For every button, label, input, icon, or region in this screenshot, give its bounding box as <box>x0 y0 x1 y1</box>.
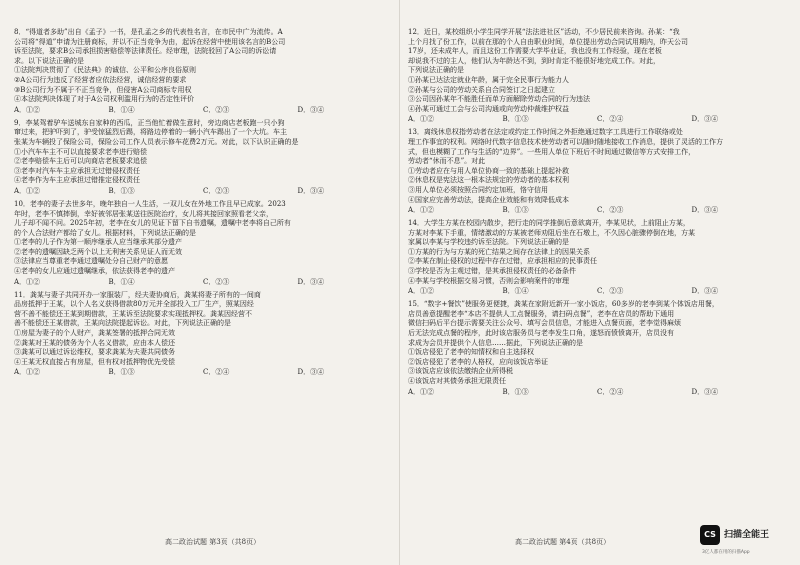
question-stem-line: 诉至法院，要求B公司承担损害赔偿等法律责任。经审理，法院驳回了A公司的诉讼请 <box>14 47 277 56</box>
question-stem-line: 理工作事宜的权利。网络时代数字信息技术使劳动者可以随时随地接收工作消息，提供了灵活的工作方 <box>408 137 723 146</box>
question-stem-line: 求。以下说法正确的是 <box>14 56 84 65</box>
question-stem-line: 店员善意提醒老李“本店不提供人工点餐服务，请扫码点餐”，老李在店员的帮助下通用 <box>408 309 675 318</box>
answer-choice: C．②③ <box>203 277 230 286</box>
question-option: ②孙某与公司的劳动关系自合同签订之日起建立 <box>408 85 555 94</box>
question-option: ③该饭店应该依法缴纳企业所得税 <box>408 367 513 376</box>
question-option: ①房屋为妻子的个人财产，龚某签署的抵押合同无效 <box>14 329 175 338</box>
question-option: ③学校是否为主观过错，是其承担侵权责任的必备条件 <box>408 267 576 276</box>
answer-choice: D．③④ <box>297 368 325 377</box>
question-stem-line: 善不能偿还王某借款，王某向法院提起诉讼。对此，下列说法正确的是 <box>14 319 231 328</box>
question-option: ①方某的行为与方某的死亡结果之间存在法律上的因果关系 <box>408 247 590 256</box>
question-stem-line: 却说我不过的主人，他们认为年龄达不到，到时肯定不能很好地完成工作。对此， <box>408 56 660 65</box>
question-stem-line: 微信扫码后平台提示需要关注公众号、填写会员信息，才能进入点餐页面，老李觉得麻烦 <box>408 319 681 328</box>
question-block <box>14 200 392 287</box>
question-option: ③公司因孙某年不能胜任而单方面解除劳动合同的行为违法 <box>408 95 590 104</box>
question-option: ②老李的遗嘱因缺乏两个以上无利害关系见证人而无效 <box>14 247 182 256</box>
question-option: ③法律应当尊重老李通过遗嘱处分自己财产的意愿 <box>14 257 168 266</box>
question-stem-line: 营不善不能偿还王某到期借款，王某诉至法院要求实现抵押权。龚某因经营不 <box>14 309 252 318</box>
question-stem-line: 劳动者“休而不息”。对此 <box>408 157 486 166</box>
question-stem-line: 公司将“得道”申请为注册商标，并以不正当竞争为由，起诉在经营中使用该名言的B公司 <box>14 37 286 46</box>
question-stem-line: 8．“得道者多助”出自《孟子》一书，是孔孟之乡的代表性名言，在市民中广为流传。A <box>14 28 283 36</box>
answer-choices <box>14 277 392 287</box>
answer-choice: B．①③ <box>502 115 529 124</box>
answer-choice: A．①② <box>14 186 41 195</box>
scanner-app-tagline: 3亿人都在用的扫描App <box>702 550 750 555</box>
question-option: ②饭店侵犯了老李的人格权，应向该饭店举证 <box>408 357 548 366</box>
answer-choices <box>14 186 392 196</box>
question-option: ①老李的儿子作为第一顺序继承人应当继承其部分遗产 <box>14 238 182 247</box>
question-stem-line: 窜过来，把驴吓到了，驴受惊猛烈后踢，将路边停着的一辆小汽车踢出了一个大坑。车主 <box>14 128 287 137</box>
question-block <box>408 28 786 124</box>
question-option: ④老李作为车主应承担过错推定侵权责任 <box>14 176 140 185</box>
question-stem-line: 13．离线休息权指劳动者在法定或约定工作时间之外拒绝通过数字工具进行工作联络或处 <box>408 128 683 137</box>
question-stem-line: 家属以李某与学校违约诉至法院。下列说法正确的是 <box>408 238 569 247</box>
answer-choice: C．②③ <box>203 186 230 195</box>
answer-choice: B．①④ <box>502 287 529 296</box>
cs-logo-icon: CS <box>700 525 720 545</box>
question-stem-line: 9．李某驾着驴车送城东自家种的西瓜，正当他忙着做生意时，旁边商店老板跑一只小狗 <box>14 118 285 127</box>
answer-choice: A．①② <box>408 115 435 124</box>
answer-choice: B．①④ <box>108 105 135 114</box>
exam-page-3 <box>14 28 392 533</box>
answer-choice: A．①② <box>14 277 41 286</box>
answer-choice: C．②③ <box>597 287 624 296</box>
answer-choice: B．①③ <box>502 206 529 215</box>
answer-choice: D．③④ <box>691 115 719 124</box>
scanner-watermark <box>700 523 800 563</box>
question-stem-line: 儿子却不闻不问。2025年初，老李在女儿的见证下留下自书遗嘱，遗嘱中老李将自己所有 <box>14 219 291 228</box>
answer-choices <box>14 367 392 377</box>
answer-choices <box>14 105 392 115</box>
answer-choice: C．②③ <box>597 206 624 215</box>
question-option: ③用人单位必须按照合同约定加班，恪守信用 <box>408 185 548 194</box>
question-option: ③老李对汽车车主应承担无过错侵权责任 <box>14 166 140 175</box>
answer-choice: D．③④ <box>691 206 719 215</box>
question-stem-line: 后无法完成点餐的程序，此时该店服务员与老李发生口角，遂怒而愤愤离开，店员没有 <box>408 329 674 338</box>
question-option: ①饭店侵犯了老李的知情权和自主选择权 <box>408 348 534 357</box>
question-block <box>408 300 786 396</box>
question-option: ②龚某对王某的债务为个人名义借款，应由本人偿还 <box>14 338 175 347</box>
question-option: ④国家应完善劳动法，提高企业效能和有效降低成本 <box>408 195 569 204</box>
exam-page-4 <box>408 28 786 533</box>
answer-choices <box>408 114 786 124</box>
page-footer-right: 高二政治试题 第4页（共8页） <box>515 538 611 546</box>
question-option: ④该饭店对其债务承担无限责任 <box>408 377 506 385</box>
question-block <box>408 128 786 215</box>
question-option: ①小汽车车主不可以直接要求老李进行赔偿 <box>14 147 147 156</box>
question-stem-line: 14．大学生方某在校园内散步，把行走的同学推倒后意欲离开，李某见状，上前阻止方某， <box>408 219 690 228</box>
answer-choice: C．②④ <box>203 368 230 377</box>
question-option: ②老李赔偿车主后可以向商店老板要求追偿 <box>14 157 147 166</box>
question-option: ②李某在制止侵权的过程中存在过错，应承担相应的民事责任 <box>408 257 597 266</box>
question-option: ①劳动者应在与用人单位协商一致的基础上提起补救 <box>408 166 569 175</box>
answer-choice: A．①② <box>14 368 41 377</box>
answer-choice: B．①③ <box>108 186 135 195</box>
answer-choice: A．①② <box>408 287 435 296</box>
question-block <box>408 219 786 296</box>
answer-choice: D．③④ <box>691 387 719 396</box>
page-footer-left: 高二政治试题 第3页（共8页） <box>165 538 261 546</box>
answer-choice: B．①④ <box>108 277 135 286</box>
question-option: ④老李的女儿应通过遗嘱继承，依法获得老李的遗产 <box>14 267 175 276</box>
question-stem-line: 17岁，还未成年人，而且这份工作需要大学毕业证，我也没有工作经验，现在老板 <box>408 47 662 56</box>
question-stem-line: 15．“数字+餐饮”使服务更便捷，龚某在家附近新开一家小饭店，60多岁的老李到某个体饭店用餐， <box>408 300 719 309</box>
answer-choices <box>408 286 786 296</box>
answer-choice: D．③④ <box>297 277 325 286</box>
answer-choice: C．②④ <box>597 387 624 396</box>
page-divider <box>399 0 400 565</box>
question-option: ①孙某已达法定就业年龄，属于完全民事行为能力人 <box>408 75 569 84</box>
question-option: ②休息权是宪法这一根本法规定的劳动者的基本权利 <box>408 176 569 185</box>
question-option: ①法院判决贯彻了《民法典》的诚信、公平和公序良俗原则 <box>14 66 196 75</box>
question-stem-line: 11．龚某与妻子共同开办一家服装厂，经夫妻协商后，龚某将妻子所有的一间商 <box>14 290 261 299</box>
question-stem-line: 式，但也模糊了工作与生活的“边界”。一些用人单位下班后不时间通过微信等方式安排工作， <box>408 147 696 156</box>
question-stem-line: 年时，老李不慎摔倒，幸好被邻居张某送往医院治疗，女儿将其接回家照看老父亲， <box>14 209 273 218</box>
question-option: ④李某与学校根据交易习惯，否则会影响案件的审理 <box>408 276 569 285</box>
question-option: ③B公司行为不属于不正当竞争，但侵害A公司商标专用权 <box>14 85 192 94</box>
answer-choice: A．①② <box>408 206 435 215</box>
answer-choice: A．①② <box>14 105 41 114</box>
question-stem-line: 张某为车辆投了保险公司，保险公司工作人员表示修车花费2万元。对此，以下认识正确的是 <box>14 137 299 146</box>
question-stem-line: 求成为会员并提供个人信息……据此，下列说法正确的是 <box>408 338 583 347</box>
answer-choice: A．①② <box>408 387 435 396</box>
question-stem-line: 的个人合法财产都给了女儿。根据材料，下列说法正确的是 <box>14 228 196 237</box>
question-option: ④王某无权直接占有房屋，但有权对抵押物优先受偿 <box>14 357 175 366</box>
question-stem-line: 上个月找了份工作，以前在那的个人自由职业时间，单位提出劳动合同试用期内，昨天公司 <box>408 37 688 46</box>
question-block <box>14 291 392 378</box>
answer-choices <box>408 387 786 397</box>
answer-choice: D．③④ <box>297 186 325 195</box>
question-stem-line: 10．老李的妻子去世多年，晚年独自一人生活，一双儿女在外地工作且早已成家。2023 <box>14 199 286 208</box>
question-stem-line: 品房抵押于王某，以个人名义获得借款80万元并全部投入工厂生产，照某因经 <box>14 300 254 309</box>
question-option: ③龚某可以通过诉讼维权，要求龚某为夫妻共同债务 <box>14 348 175 357</box>
question-stem-line: 下列说法正确的是 <box>408 66 464 75</box>
question-option: ④孙某可通过工会与公司沟通或向劳动仲裁维护权益 <box>408 104 569 113</box>
question-option: ②A公司行为违反了经营者应依法经营，诚信经营的要求 <box>14 75 187 84</box>
answer-choices <box>408 205 786 215</box>
answer-choice: C．②③ <box>203 105 230 114</box>
question-stem-line: 方某对李某下手重，情绪激动的方某被老师劝阻后坐在石墩上，不久因心脏骤停倒在地，方某 <box>408 228 695 237</box>
question-option: ④本法院判决体现了对于A公司权利滥用行为的否定性评价 <box>14 95 195 104</box>
question-stem-line: 12．近日，某校组织小学生同学开展“法法进社区”活动，不少居民前来咨询。孙某：“我 <box>408 28 680 36</box>
scanner-app-name: 扫描全能王 <box>724 530 770 540</box>
answer-choice: B．①③ <box>502 387 529 396</box>
answer-choice: C．②④ <box>597 115 624 124</box>
answer-choice: D．③④ <box>691 287 719 296</box>
question-block <box>14 28 392 115</box>
answer-choice: D．③④ <box>297 105 325 114</box>
question-block <box>14 119 392 196</box>
answer-choice: B．①③ <box>108 368 135 377</box>
